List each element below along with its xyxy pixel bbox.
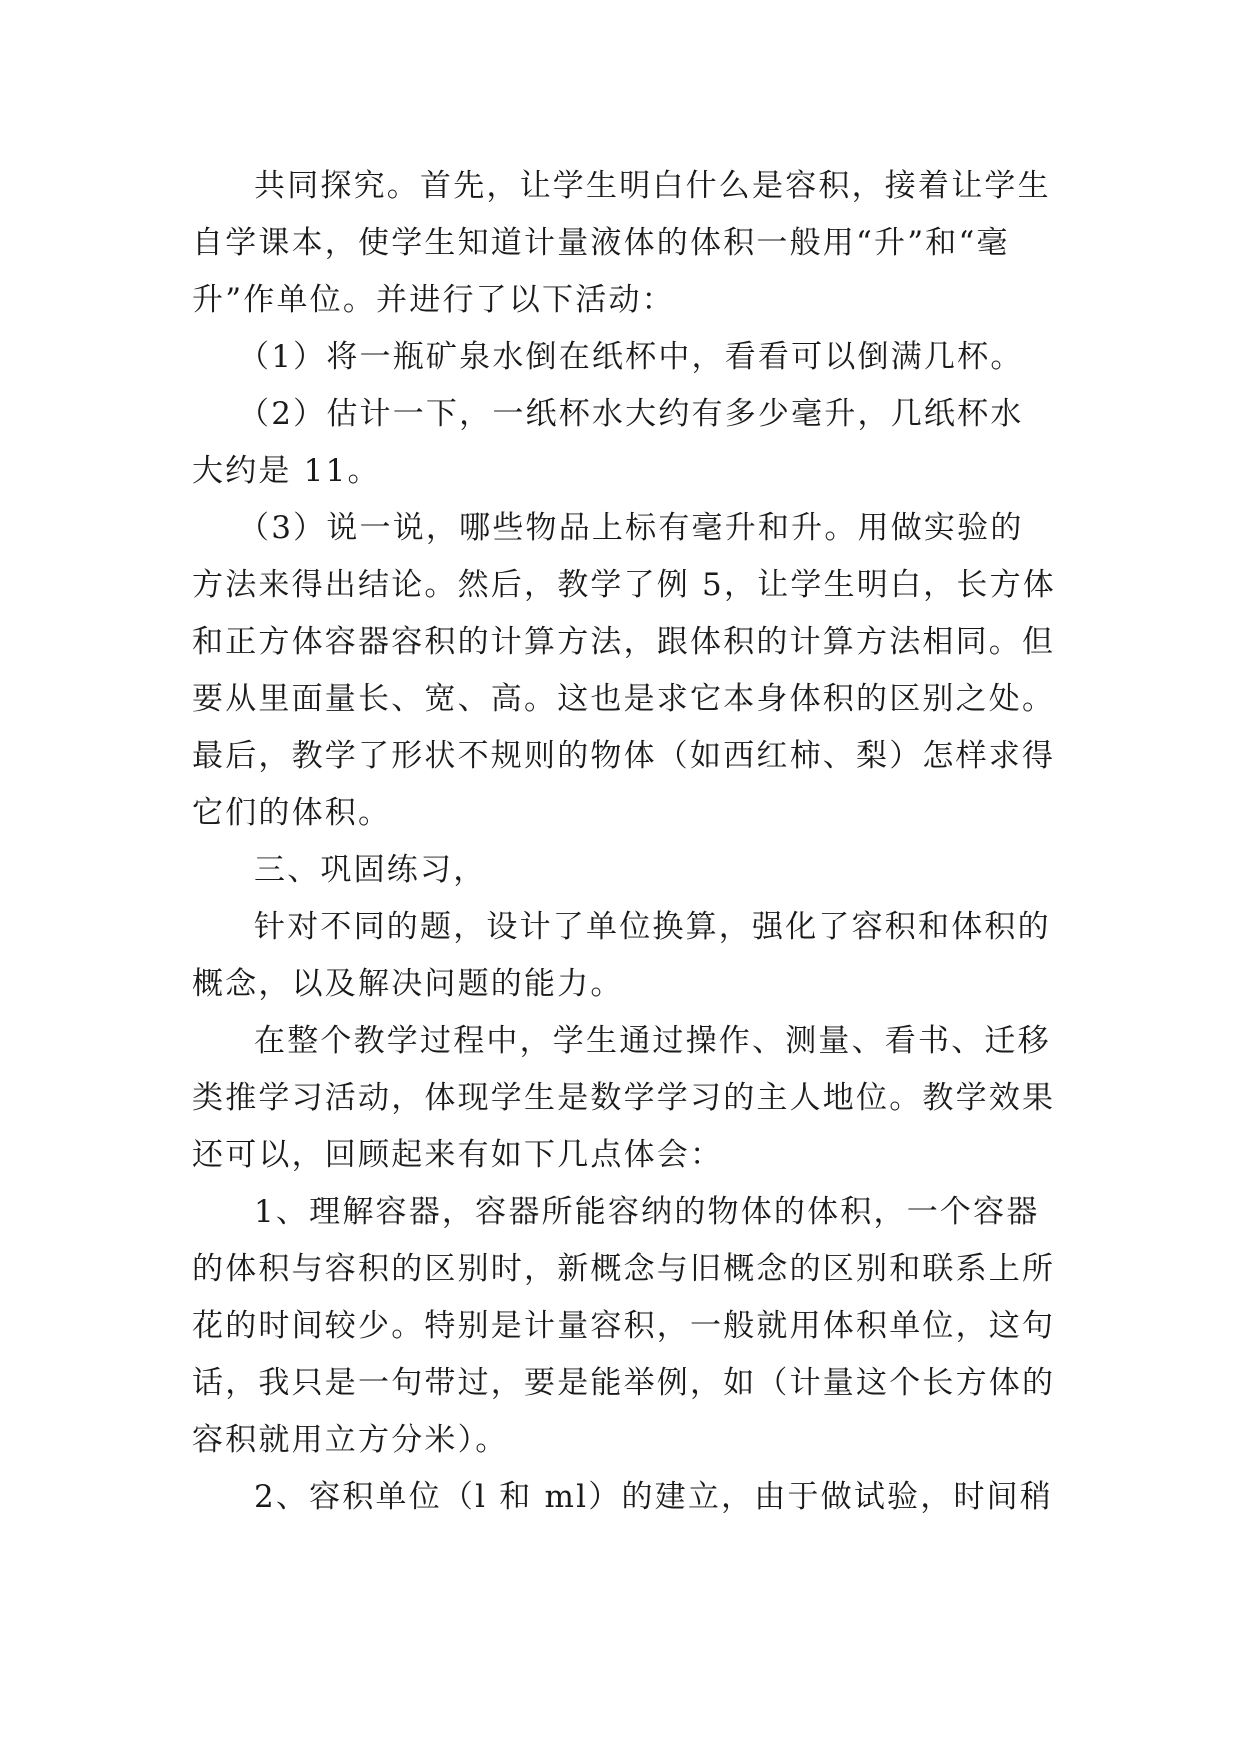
text-line: 的体积与容积的区别时，新概念与旧概念的区别和联系上所: [192, 1251, 1056, 1287]
text-line: 类推学习活动，体现学生是数学学习的主人地位。教学效果: [192, 1080, 1056, 1116]
text-line: 和正方体容器容积的计算方法，跟体积的计算方法相同。但: [192, 624, 1056, 660]
text-line: 最后，教学了形状不规则的物体（如西红柿、梨）怎样求得: [192, 738, 1056, 774]
text-line: （3）说一说，哪些物品上标有毫升和升。用做实验的: [238, 510, 1024, 546]
text-line: 升”作单位。并进行了以下活动：: [192, 282, 675, 318]
text-line: （1）将一瓶矿泉水倒在纸杯中，看看可以倒满几杯。: [238, 339, 1024, 375]
text-line: 针对不同的题，设计了单位换算，强化了容积和体积的: [254, 909, 1051, 945]
text-line: 大约是 11。: [192, 453, 381, 489]
text-line: 三、巩固练习，: [254, 852, 487, 888]
text-line: （2）估计一下，一纸杯水大约有多少毫升，几纸杯水: [238, 396, 1024, 432]
text-line: 要从里面量长、宽、高。这也是求它本身体积的区别之处。: [192, 681, 1056, 717]
text-line: 花的时间较少。特别是计量容积，一般就用体积单位，这句: [192, 1308, 1056, 1344]
text-line: 概念，以及解决问题的能力。: [192, 966, 624, 1002]
text-line: 它们的体积。: [192, 795, 392, 831]
text-line: 方法来得出结论。然后，教学了例 5，让学生明白，长方体: [192, 567, 1056, 603]
text-line: 还可以，回顾起来有如下几点体会：: [192, 1137, 724, 1173]
text-line: 容积就用立方分米）。: [192, 1422, 509, 1458]
text-line: 话，我只是一句带过，要是能举例，如（计量这个长方体的: [192, 1365, 1056, 1401]
text-line: 1、理解容器，容器所能容纳的物体的体积，一个容器: [254, 1194, 1040, 1230]
text-line: 共同探究。首先，让学生明白什么是容积，接着让学生: [254, 168, 1051, 204]
text-line: 在整个教学过程中，学生通过操作、测量、看书、迁移: [254, 1023, 1051, 1059]
text-line: 自学课本，使学生知道计量液体的体积一般用“升”和“毫: [192, 225, 1010, 261]
text-line: 2、容积单位（l 和 ml）的建立，由于做试验，时间稍: [254, 1479, 1054, 1515]
